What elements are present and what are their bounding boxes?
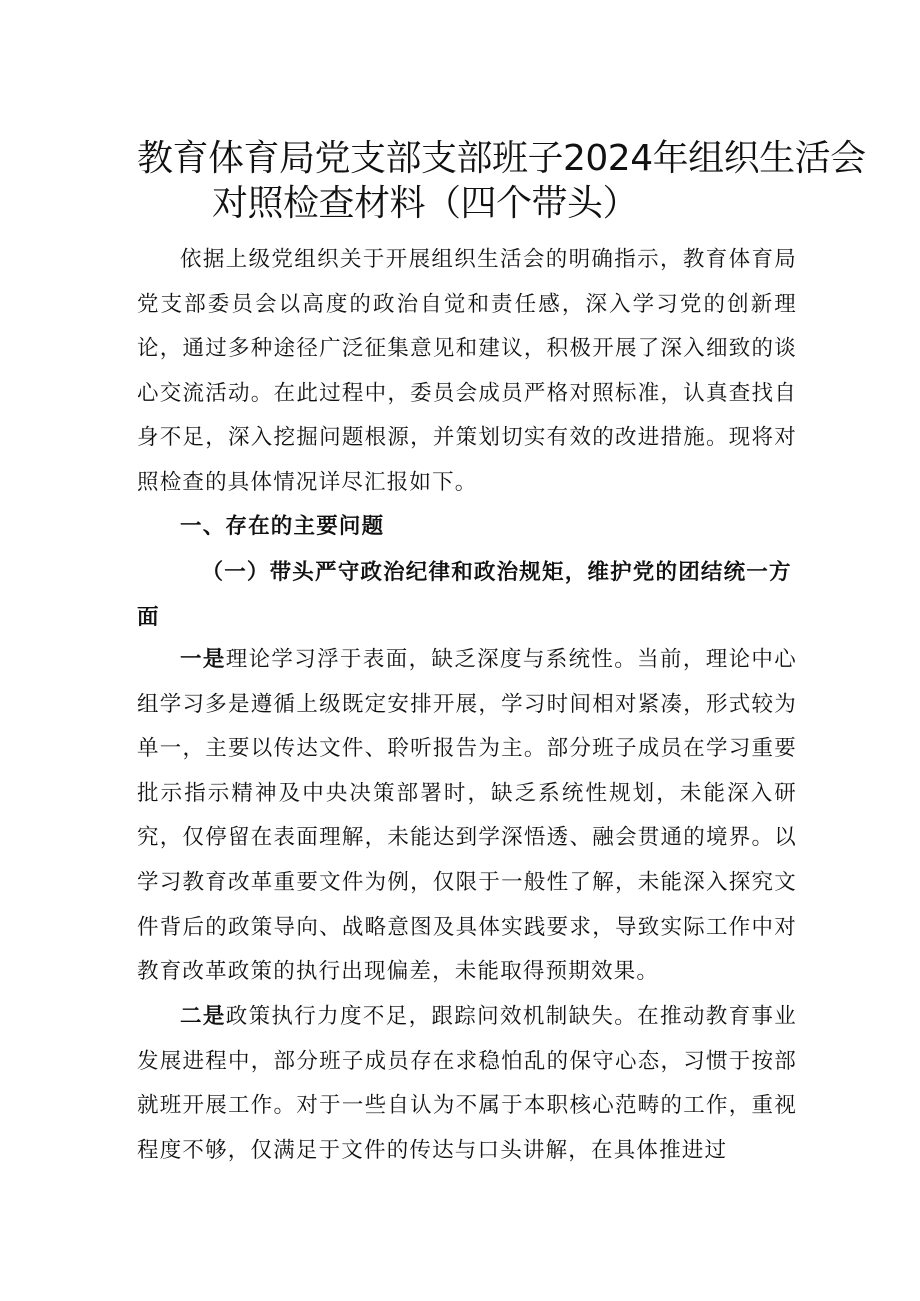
point-2-block — [137, 995, 797, 1173]
point-1-text: 理论学习浮于表面，缺乏深度与系统性。当前，理论中心组学习多是遵循上级既定安排开展，学习时间相对紧凑，形式较为单一，主要以传达文件、聆听报告为主。部分班子成员在学习重要批示指示精神及中央决策部署时，缺乏系统性规划，未能深入研究，仅停留在表面理解，未能达到学深悟透、融会贯通的境界。以学习教育改革重要文件为例，仅限于一般性了解，未能深入探究文件背后的政策导向、战略意图及具体实践要求，导致实际工作中对教育改革政策的执行出现偏差，未能取得预期效果。 — [137, 647, 797, 985]
point-2-paragraph — [137, 995, 797, 1173]
point-1-block — [137, 638, 797, 995]
document-title-line-1: 教育体育局党支部支部班子2024年组织生活会 — [137, 138, 866, 179]
subsection-heading-text: （一）带头严守政治纪律和政治规矩，维护党的团结统一方面 — [137, 560, 792, 630]
intro-paragraph-block — [137, 238, 797, 506]
point-1-paragraph — [137, 638, 797, 995]
point-1-label: 一是 — [180, 647, 226, 672]
subsection-heading — [137, 550, 797, 640]
point-2-label: 二是 — [180, 1004, 226, 1029]
point-2-text: 政策执行力度不足，跟踪问效机制缺失。在推动教育事业发展进程中，部分班子成员存在求稳怕乱的保守心态，习惯于按部就班开展工作。对于一些自认为不属于本职核心范畴的工作，重视程度不够，仅满足于文件的传达与口头讲解，在具体推进过 — [137, 1004, 797, 1163]
document-title-line-2: 对照检查材料（四个带头） — [212, 183, 639, 224]
intro-paragraph: 依据上级党组织关于开展组织生活会的明确指示，教育体育局党支部委员会以高度的政治自觉和责任感，深入学习党的创新理论，通过多种途径广泛征集意见和建议，积极开展了深入细致的谈心交流活动。在此过程中，委员会成员严格对照标准，认真查找自身不足，深入挖掘问题根源，并策划切实有效的改进措施。现将对照检查的具体情况详尽汇报如下。 — [137, 247, 797, 495]
section-heading: 一、存在的主要问题 — [180, 514, 385, 539]
